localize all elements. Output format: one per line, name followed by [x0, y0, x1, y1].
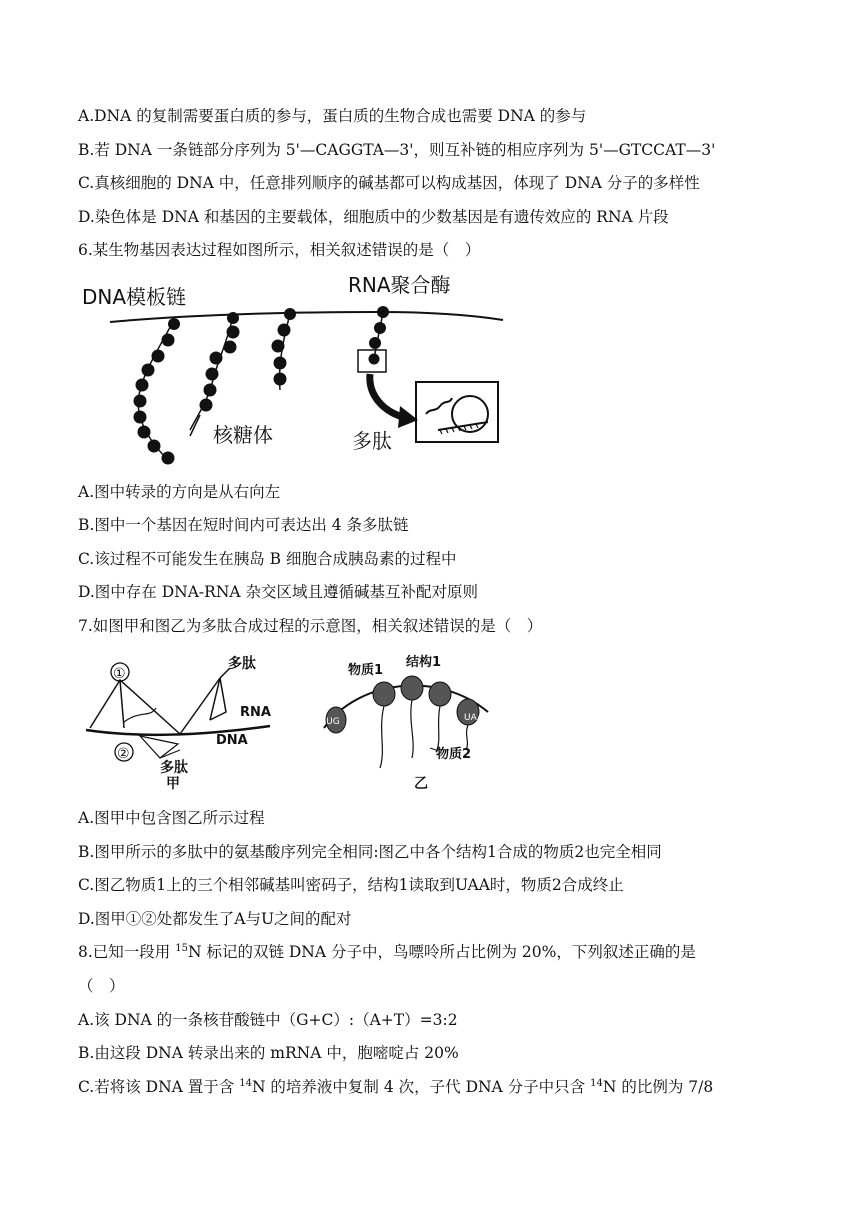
q8-option-c: [78, 1077, 713, 1097]
aug-label: AUG: [320, 717, 340, 727]
substance-1-label: 物质1: [348, 663, 384, 678]
q8-option-b: B.由这段 DNA 转录出来的 mRNA 中，胞嘧啶占 20%: [78, 1044, 459, 1062]
q7-stem: 7.如图甲和图乙为多肽合成过程的示意图，相关叙述错误的是（ ）: [78, 617, 543, 635]
q8-stem: [78, 942, 696, 962]
q5-option-b: B.若 DNA 一条链部分序列为 5'—CAGGTA—3'，则互补链的相应序列为 5'—GTCCAT—3': [78, 141, 716, 159]
q7-option-a: A.图甲中包含图乙所示过程: [78, 809, 265, 827]
jia-polypeptide-top-label: 多肽: [228, 656, 256, 672]
circle-1-label: ①: [113, 666, 126, 682]
q8-sup-15: 15: [175, 942, 188, 954]
jia-dna-label: DNA: [216, 733, 248, 748]
jia-rna-label: RNA: [240, 705, 271, 720]
q6-option-b: B.图中一个基因在短时间内可表达出 4 条多肽链: [78, 516, 409, 534]
yi-label: 乙: [414, 776, 428, 792]
structure-1-label: 结构1: [406, 655, 442, 670]
q8-option-c-part2: N 的培养液中复制 4 次，子代 DNA 分子中只含: [251, 1078, 591, 1096]
q8-sup-14b: 14: [590, 1077, 603, 1089]
q8-stem-paren: （ ）: [78, 977, 125, 995]
dna-template-label: DNA模板链: [82, 285, 187, 309]
ribosome-label: 核糖体: [213, 423, 273, 447]
q5-option-c: C.真核细胞的 DNA 中，任意排列顺序的碱基都可以构成基因，体现了 DNA 分子的多样性: [78, 174, 700, 192]
q6-option-d: D.图中存在 DNA-RNA 杂交区域且遵循碱基互补配对原则: [78, 583, 479, 601]
q7-option-d: D.图甲①②处都发生了A与U之间的配对: [78, 910, 352, 928]
q8-stem-part2: N 标记的双链 DNA 分子中，鸟嘌呤所占比例为 20%，下列叙述正确的是: [187, 943, 696, 961]
q8-stem-part1: 8.已知一段用: [78, 943, 176, 961]
jia-label: 甲: [166, 776, 180, 792]
q6-option-a: A.图中转录的方向是从右向左: [78, 483, 281, 501]
uaa-label: UAA: [464, 713, 484, 723]
q8-sup-14a: 14: [239, 1077, 252, 1089]
q8-option-a: A.该 DNA 的一条核苷酸链中（G+C）:（A+T）=3:2: [78, 1011, 458, 1029]
q5-option-d: D.染色体是 DNA 和基因的主要载体，细胞质中的少数基因是有遗传效应的 RNA 片段: [78, 208, 669, 226]
q6-option-c: C.该过程不可能发生在胰岛 B 细胞合成胰岛素的过程中: [78, 550, 457, 568]
substance-2-label: 物质2: [436, 747, 472, 762]
q7-figure-yi: [318, 650, 493, 795]
polypeptide-label: 多肽: [352, 429, 392, 453]
q7-option-b: B.图甲所示的多肽中的氨基酸序列完全相同:图乙中各个结构1合成的物质2也完全相同: [78, 843, 662, 861]
rna-polymerase-label: RNA聚合酶: [348, 273, 451, 297]
q6-stem: 6.某生物基因表达过程如图所示，相关叙述错误的是（ ）: [78, 241, 481, 259]
q8-option-c-part1: C.若将该 DNA 置于含: [78, 1078, 240, 1096]
jia-polypeptide-bottom-label: 多肽: [160, 760, 188, 776]
q7-option-c: C.图乙物质1上的三个相邻碱基叫密码子，结构1读取到UAA时，物质2合成终止: [78, 876, 624, 894]
circle-2-label: ②: [117, 746, 130, 762]
q6-figure: [78, 270, 508, 470]
q5-option-a: A.DNA 的复制需要蛋白质的参与，蛋白质的生物合成也需要 DNA 的参与: [78, 107, 587, 125]
q8-option-c-part3: N 的比例为 7/8: [602, 1078, 714, 1096]
q7-figure-jia: [80, 650, 280, 795]
